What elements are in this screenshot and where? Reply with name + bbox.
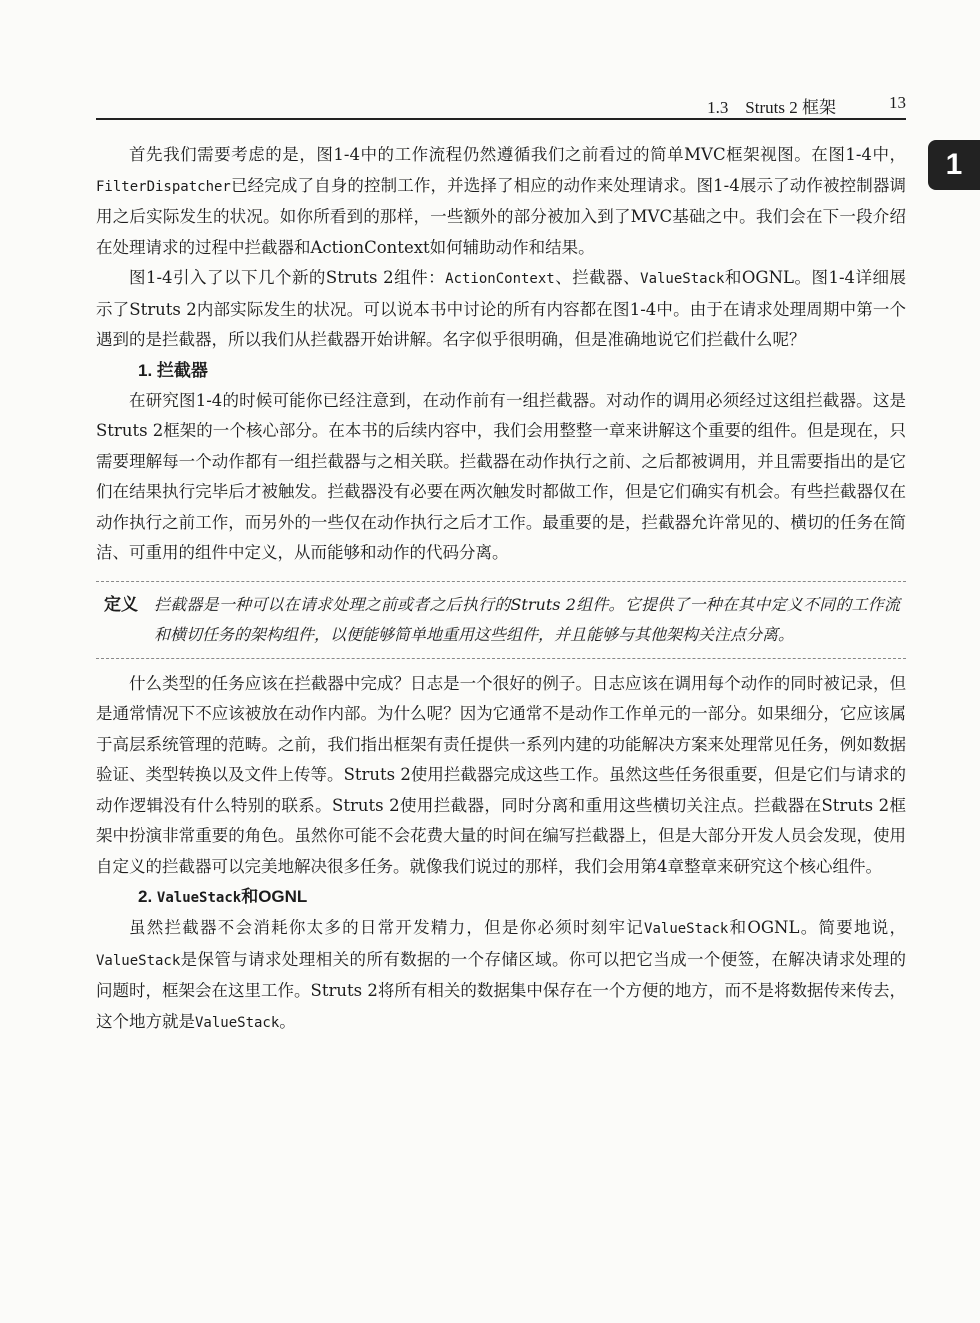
- paragraph-components: [96, 263, 906, 356]
- heading-code-valuestack: ValueStack: [156, 890, 242, 906]
- code-valuestack: ValueStack: [195, 1014, 280, 1031]
- text-run: 。: [279, 1011, 296, 1031]
- page-header: [96, 90, 906, 120]
- text-run: 和OGNL。简要地说，: [728, 918, 907, 937]
- heading-prefix: 2.: [138, 887, 157, 906]
- paragraph-logging: 什么类型的任务应该在拦截器中完成？日志是一个很好的例子。日志应该在调用每个动作的同时被记录，但是通常情况下不应该被放在动作内部。为什么呢？因为它通常不是动作工作单元的一部分。如果细分，它应该属于高层系统管理的范畴。之前，我们指出框架有责任提供一系列内建的功能解决方案来处理常见任务，例如数据验证、类型转换以及文件上传等。Struts 2使用拦截器完成这些工作。虽然这些任务很重要，但是它们与请求的动作逻辑没有什么特别的联系。Struts 2使用拦截器，同时分离和重用这些横切关注点。拦截器在Struts 2框架中扮演非常重要的角色。虽然你可能不会花费大量的时间在编写拦截器上，但是大部分开发人员会发现，使用自定义的拦截器可以完美地解决很多任务。就像我们说过的那样，我们会用第4章整章来研究这个核心组件。: [96, 673, 906, 876]
- heading-suffix: 和OGNL: [241, 887, 308, 906]
- page-number: 13: [889, 93, 906, 112]
- section-heading-valuestack: [96, 882, 906, 913]
- chapter-tab: 1: [928, 140, 980, 190]
- running-head-section: 1.3 Struts 2 框架: [707, 98, 836, 117]
- code-valuestack: ValueStack: [644, 921, 729, 937]
- text-run: 、拦截器、: [554, 268, 641, 287]
- text-run: 是保管与请求处理相关的所有数据的一个存储区域。你可以把它当成一个便签，在解决请求处理的问题时，框架会在这里工作。Struts 2将所有相关的数据集中保存在一个方便的地方，而不是将数据传来传去，这个地方就是: [96, 949, 906, 1031]
- definition-label: 定义: [104, 594, 138, 614]
- paragraph-valuestack: [96, 913, 906, 1038]
- definition-box: [96, 581, 906, 659]
- code-valuestack: ValueStack: [96, 952, 181, 969]
- definition-text: 拦截器是一种可以在请求处理之前或者之后执行的Struts 2组件。它提供了一种在其中定义不同的工作流和横切任务的架构组件，以便能够简单地重用这些组件，并且能够与其他架构关注点分离。: [154, 594, 900, 644]
- paragraph-interceptors: 在研究图1-4的时候可能你已经注意到，在动作前有一组拦截器。对动作的调用必须经过这组拦截器。这是Struts 2框架的一个核心部分。在本书的后续内容中，我们会用整整一章来讲解这个重要的组件。但是现在，只需要理解每一个动作都有一组拦截器与之相关联。拦截器在动作执行之前、之后都被调用，并且需要指出的是它们在结果执行完毕后才被触发。拦截器没有必要在两次触发时都做工作，但是它们确实有机会。有些拦截器仅在动作执行之前工作，而另外的一些仅在动作执行之后才工作。最重要的是，拦截器允许常见的、横切的任务在简洁、可重用的组件中定义，从而能够和动作的代码分离。: [96, 390, 906, 562]
- text-run: 已经完成了自身的控制工作，并选择了相应的动作来处理请求。图1-4展示了动作被控制器调用之后实际发生的状况。如你所看到的那样，一些额外的部分被加入到了MVC基础之中。我们会在下一段介绍在处理请求的过程中拦截器和ActionContext如何辅助动作和结果。: [96, 175, 906, 257]
- text-run: 图1-4引入了以下几个新的Struts 2组件：: [129, 268, 446, 287]
- code-actioncontext: ActionContext: [445, 271, 555, 287]
- paragraph-intro: [96, 140, 906, 263]
- text-run: 首先我们需要考虑的是，图1-4中的工作流程仍然遵循我们之前看过的简单MVC框架视图。在图1-4中，: [129, 145, 906, 164]
- code-filterdispatcher: FilterDispatcher: [96, 178, 231, 195]
- page-body: [96, 140, 906, 1038]
- section-heading-interceptors: 1. 拦截器: [138, 360, 208, 380]
- code-valuestack: ValueStack: [640, 271, 725, 287]
- text-run: 和OGNL。图1-4详细展示了Struts 2内部实际发生的状况。可以说本书中讨论的所有内容都在图1-4中。由于在请求处理周期中第一个遇到的是拦截器，所以我们从拦截器开始讲解。名字似乎很明确，但是准确地说它们拦截什么呢？: [96, 268, 906, 349]
- text-run: 虽然拦截器不会消耗你太多的日常开发精力，但是你必须时刻牢记: [129, 918, 645, 937]
